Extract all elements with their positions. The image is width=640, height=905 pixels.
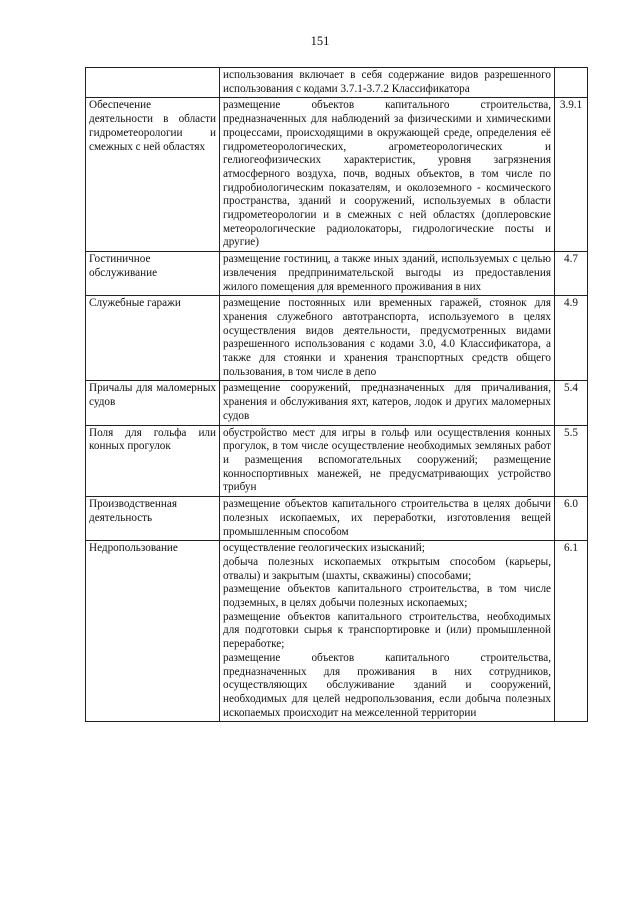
land-use-table [85, 67, 588, 722]
land-use-name: Недропользование [86, 541, 220, 722]
description-paragraph: добыча полезных ископаемых открытым способом (карьеры, отвалы) и закрытым (шахты, скважины) способами; [223, 555, 551, 582]
description-paragraph: осуществление геологических изысканий; [223, 542, 425, 555]
table-row [86, 252, 588, 296]
land-use-description [220, 497, 555, 541]
page-number: 151 [310, 34, 330, 48]
description-paragraph: размещение гостиниц, а также иных зданий, используемых с целью извлечения предпринимательской выгоды из предоставления жилого помещения для временного проживания в них [223, 253, 551, 293]
description-paragraph: размещение постоянных или временных гаражей, стоянок для хранения служебного автотранспорта, используемого в целях осуществления видов деятельности, предусмотренных видами разрешенного использования с кодами 3.0, 4.0 Классификатора, а также для стоянки и хранения транспортных средств общего пользования, в том числе в депо [223, 297, 551, 378]
description-paragraph: размещение объектов капитального строительства, предназначенных для проживания в них сотрудников, осуществляющих обслуживание зданий и сооружений, необходимых для целей недропользования, если добыча полезных ископаемых происходит на межселенной территории [223, 651, 551, 719]
land-use-code: 3.9.1 [555, 98, 588, 252]
land-use-description [220, 68, 555, 98]
description-paragraph: размещение объектов капитального строительства, в том числе подземных, в целях добычи полезных ископаемых; [223, 583, 551, 610]
table-row [86, 68, 588, 98]
table-row [86, 425, 588, 497]
description-paragraph: размещение объектов капитального строительства, предназначенных для наблюдений за физическими и химическими процессами, происходящими в окружающей среде, определения её гидрометеорологических, агрометеорологических и гелиогеофизических характеристик, уровня загрязнения атмосферного воздуха, почв, водных объектов, в том числе по гидробиологическим показателям, и околоземного - космического пространства, зданий и сооружений, используемых в области гидрометеорологии и в смежных с ней областях (доплеровские метеорологические радиолокаторы, гидрологические посты и другие) [223, 99, 551, 249]
land-use-description [220, 98, 555, 252]
land-use-description [220, 381, 555, 425]
land-use-code: 4.9 [555, 296, 588, 381]
land-use-description [220, 541, 555, 722]
land-use-code: 6.1 [555, 541, 588, 722]
land-use-name: Производственная деятельность [86, 497, 220, 541]
land-use-name: Гостиничное обслуживание [86, 252, 220, 296]
land-use-name [86, 68, 220, 98]
land-use-name: Служебные гаражи [86, 296, 220, 381]
table-row [86, 541, 588, 722]
description-paragraph: размещение объектов капитального строительства, необходимых для подготовки сырья к транспортировке и (или) промышленной переработке; [223, 610, 551, 651]
land-use-code: 5.4 [555, 381, 588, 425]
land-use-code [555, 68, 588, 98]
table-row [86, 381, 588, 425]
land-use-table-body [86, 68, 588, 722]
land-use-name: Поля для гольфа или конных прогулок [86, 425, 220, 497]
description-paragraph: размещение сооружений, предназначенных для причаливания, хранения и обслуживания яхт, катеров, лодок и других маломерных судов [223, 382, 551, 422]
land-use-name: Обеспечение деятельности в области гидрометеорологии и смежных с ней областях [86, 98, 220, 252]
land-use-description [220, 252, 555, 296]
table-row [86, 497, 588, 541]
table-row [86, 296, 588, 381]
land-use-description [220, 296, 555, 381]
description-paragraph: обустройство мест для игры в гольф или осуществления конных прогулок, в том числе осуществление необходимых земляных работ и размещения вспомогательных сооружений; размещение конноспортивных манежей, не предусматривающих устройство трибун [223, 426, 551, 494]
description-paragraph: размещение объектов капитального строительства в целях добычи полезных ископаемых, их переработки, изготовления вещей промышленным способом [223, 498, 551, 538]
land-use-code: 5.5 [555, 425, 588, 497]
land-use-name: Причалы для маломерных судов [86, 381, 220, 425]
land-use-code: 6.0 [555, 497, 588, 541]
land-use-code: 4.7 [555, 252, 588, 296]
description-paragraph: использования включает в себя содержание видов разрешенного использования с кодами 3.7.1-3.7.2 Классификатора [223, 69, 551, 95]
land-use-description [220, 425, 555, 497]
table-row [86, 98, 588, 252]
